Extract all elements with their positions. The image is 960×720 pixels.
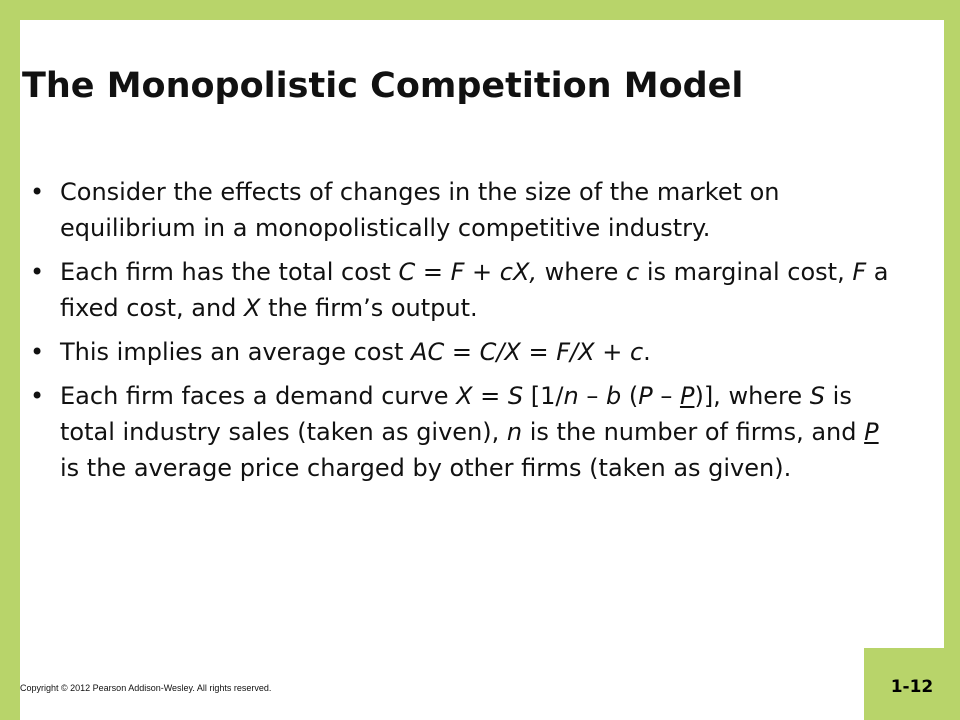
bullet-text-segment: Consider the effects of changes in the size of the market on equilibrium in a monopolistically competitive industry. [60, 178, 780, 242]
bullet-list [22, 174, 902, 494]
bullet-text-segment: ( [621, 382, 639, 410]
bullet-text-segment: Each firm has the total cost [60, 258, 399, 286]
bullet-text-segment: where [537, 258, 627, 286]
bullet-text-segment: P [638, 382, 653, 410]
copyright-notice: Copyright © 2012 Pearson Addison-Wesley. All rights reserved. [20, 683, 272, 693]
bullet-item [22, 378, 902, 486]
bullet-text-segment: [1/ [523, 382, 564, 410]
bullet-text-segment: c [626, 258, 640, 286]
bullet-text-segment: F [852, 258, 867, 286]
page-number-badge [864, 648, 960, 720]
bullet-dot-icon: • [30, 258, 45, 286]
bullet-text-segment: is total industry sales (taken as given), [60, 382, 852, 446]
bullet-text-segment: )], where [694, 382, 810, 410]
bullet-dot-icon: • [30, 178, 45, 206]
bullet-text-segment: is the average price charged by other firms (taken as given). [60, 454, 792, 482]
bullet-dot-icon: • [30, 382, 45, 410]
bullet-text-segment: a fixed cost, and [60, 258, 889, 322]
bullet-item [22, 174, 902, 246]
bullet-text-segment: P [679, 382, 695, 410]
page-number: 1-12 [890, 677, 934, 697]
bullet-text-segment: – [578, 382, 606, 410]
bullet-text-segment: . [643, 338, 651, 366]
bullet-text-segment: X = S [456, 382, 524, 410]
bullet-dot-icon: • [30, 338, 45, 366]
bullet-item [22, 334, 902, 370]
bullet-text-segment: n [506, 418, 523, 446]
bullet-text-segment: b [605, 382, 622, 410]
bullet-text-segment: – [652, 382, 680, 410]
bullet-text-segment: is the number of firms, and [522, 418, 865, 446]
bullet-text-segment: This implies an average cost [60, 338, 412, 366]
slide-title: The Monopolistic Competition Model [22, 66, 744, 106]
bullet-text-segment: Each firm faces a demand curve [60, 382, 457, 410]
bullet-text-segment: AC = C/X = F/X + c [411, 338, 644, 366]
bullet-text-segment: S [809, 382, 826, 410]
bullet-text-segment: P [864, 418, 879, 446]
bullet-text-segment: is marginal cost, [639, 258, 853, 286]
bullet-text-segment: C = F + cX, [398, 258, 538, 286]
bullet-text-segment: n [563, 382, 579, 410]
bullet-text-segment: X [244, 294, 261, 322]
bullet-text-segment: the firm’s output. [260, 294, 478, 322]
bullet-item [22, 254, 902, 326]
